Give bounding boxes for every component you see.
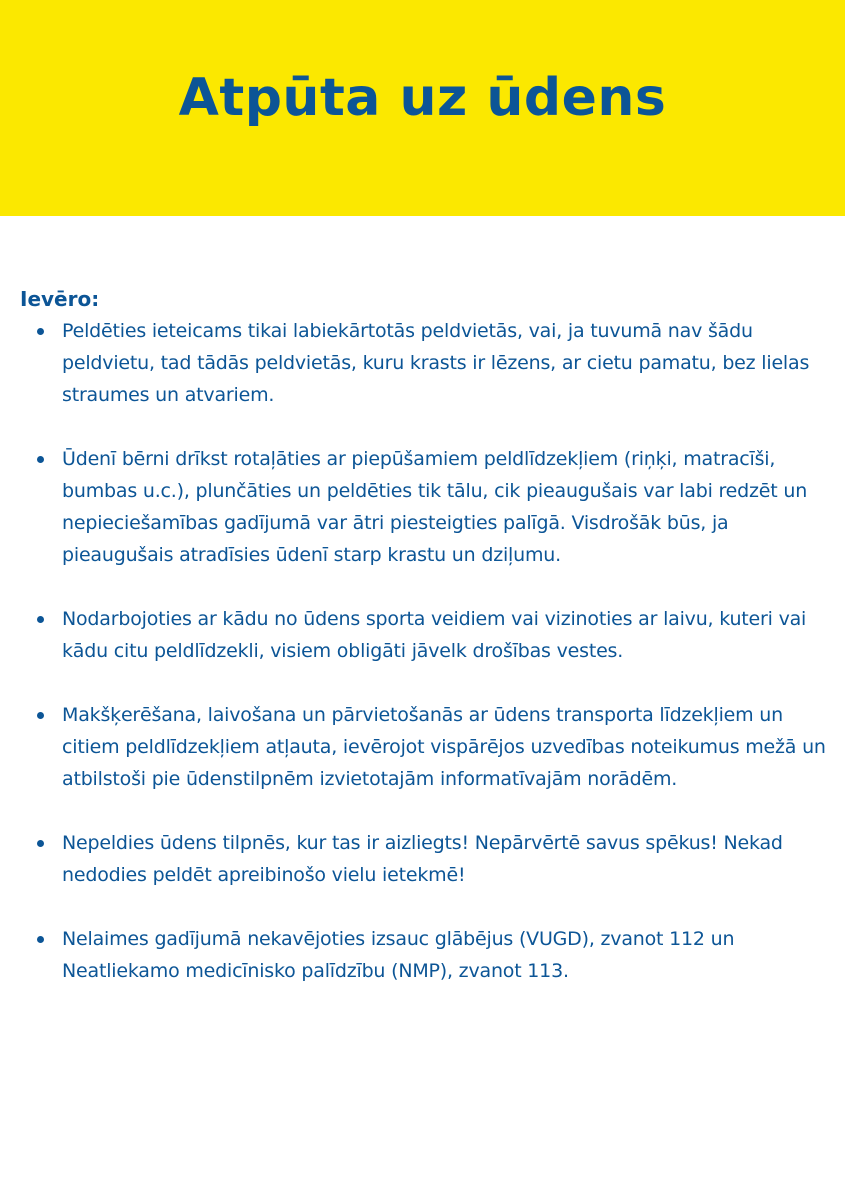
- bullet-icon: [37, 840, 44, 847]
- bullet-icon: [37, 328, 44, 335]
- rule-text: Makšķerēšana, laivošana un pārvietošanās ar ūdens transporta līdzekļiem un citiem peldlīdzekļiem atļauta, ievērojot vispārējos uzvedības noteikumus mežā un atbilstoši pie ūdenstilpnēm izvietotajām informatīvajām norādēm.: [62, 704, 826, 790]
- bullet-icon: [37, 936, 44, 943]
- list-item: [20, 603, 830, 667]
- rules-heading: Ievēro:: [20, 287, 100, 311]
- page-title: Atpūta uz ūdens: [178, 68, 667, 128]
- bullet-icon: [37, 616, 44, 623]
- rule-text: Peldēties ieteicams tikai labiekārtotās peldvietās, vai, ja tuvumā nav šādu peldvietu, tad tādās peldvietās, kuru krasts ir lēzens, ar cietu pamatu, bez lielas straumes un atvariem.: [62, 320, 810, 406]
- rule-text: Ūdenī bērni drīkst rotaļāties ar piepūšamiem peldlīdzekļiem (riņķi, matracīši, bumbas u.c.), plunčāties un peldēties tik tālu, cik pieaugušais var labi redzēt un nepieciešamības gadījumā var ātri piesteigties palīgā. Visdrošāk būs, ja pieaugušais atradīsies ūdenī starp krastu un dziļumu.: [62, 448, 808, 566]
- rules-list: [20, 315, 830, 987]
- bullet-icon: [37, 712, 44, 719]
- header-banner: [0, 0, 845, 216]
- list-item: [20, 923, 830, 987]
- list-item: [20, 699, 830, 795]
- bullet-icon: [37, 456, 44, 463]
- list-item: [20, 443, 830, 571]
- rule-text: Nelaimes gadījumā nekavējoties izsauc glābējus (VUGD), zvanot 112 un Neatliekamo medicīnisko palīdzību (NMP), zvanot 113.: [62, 928, 735, 982]
- list-item: [20, 827, 830, 891]
- rules-section: [20, 283, 830, 1019]
- list-item: [20, 315, 830, 411]
- rule-text: Nepeldies ūdens tilpnēs, kur tas ir aizliegts! Nepārvērtē savus spēkus! Nekad nedodies peldēt apreibinošo vielu ietekmē!: [62, 832, 783, 886]
- rule-text: Nodarbojoties ar kādu no ūdens sporta veidiem vai vizinoties ar laivu, kuteri vai kādu citu peldlīdzekli, visiem obligāti jāvelk drošības vestes.: [62, 608, 807, 662]
